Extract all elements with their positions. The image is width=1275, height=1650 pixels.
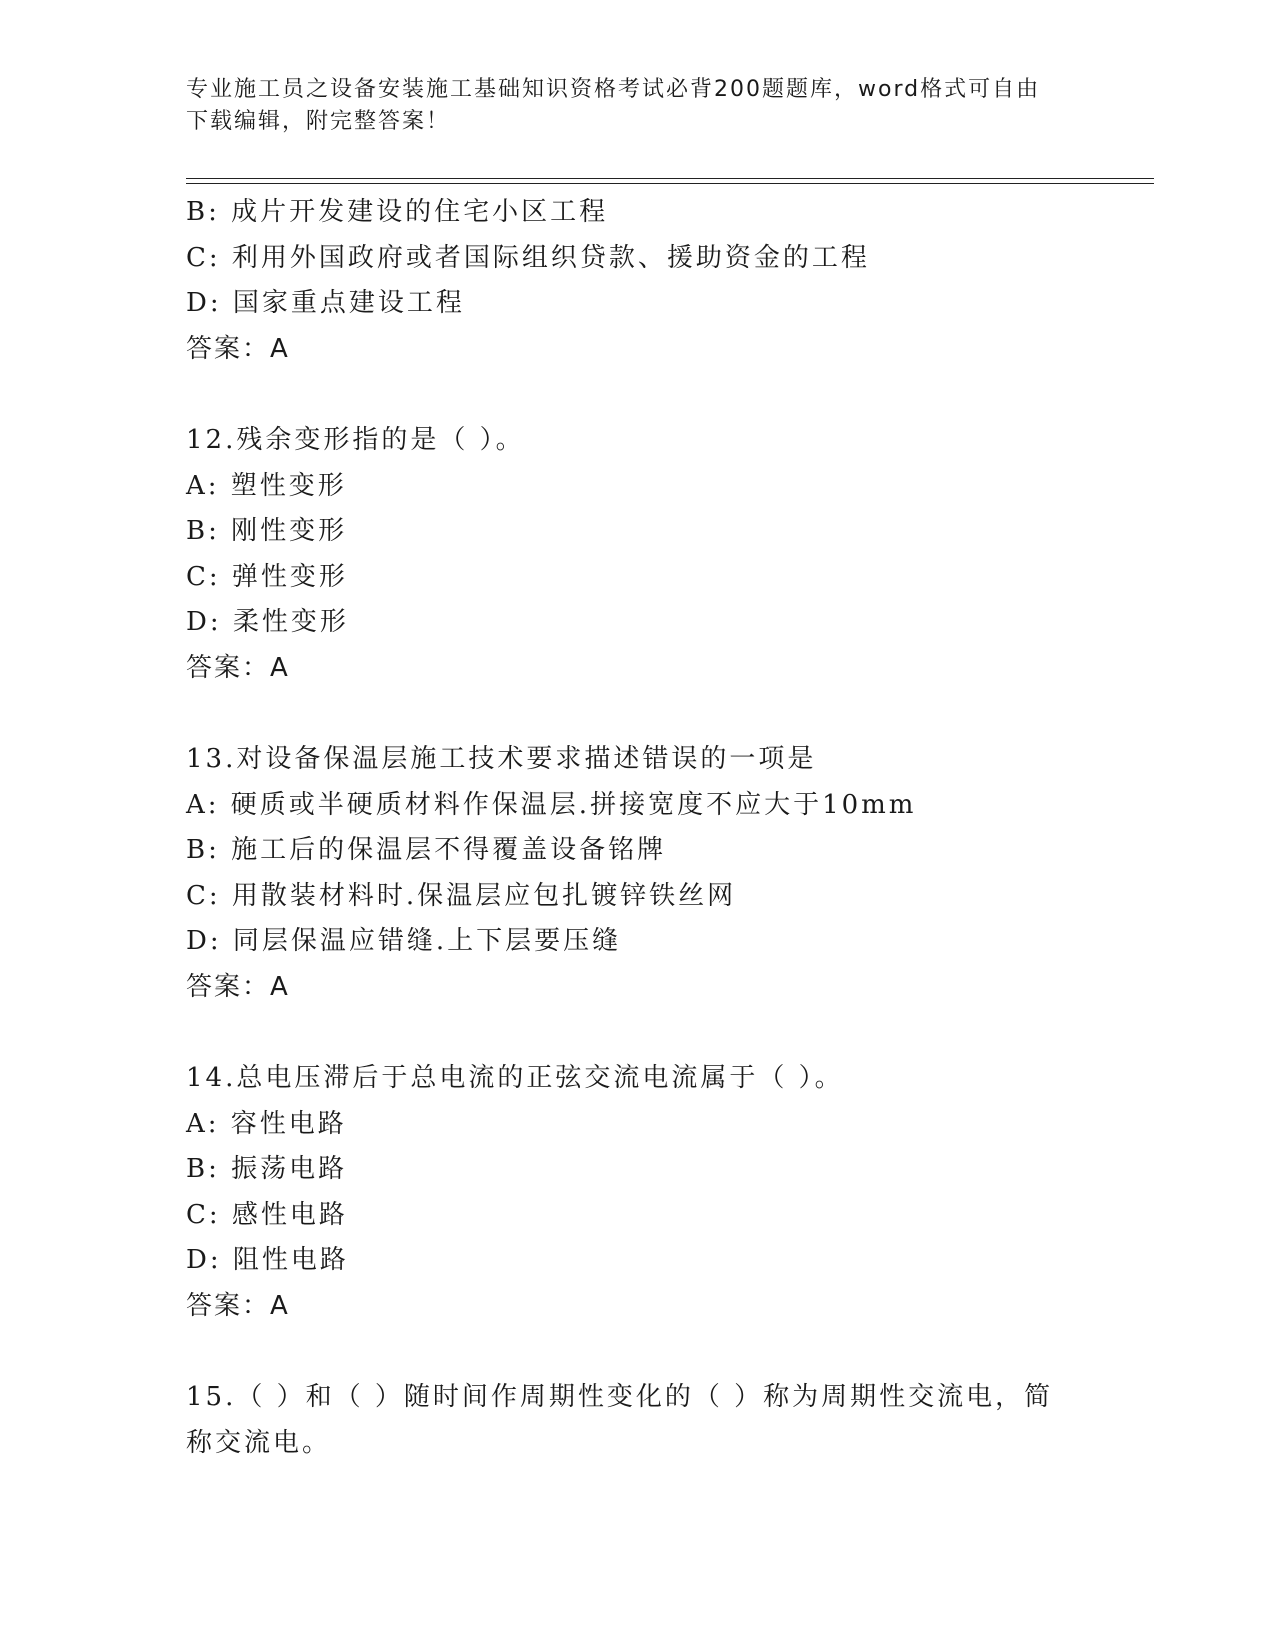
option-b: B: 成片开发建设的住宅小区工程: [186, 197, 609, 227]
answer-label: 答案：A: [186, 971, 290, 1002]
question-text-line-1: 15.（ ）和（ ）随时间作周期性变化的（ ）称为周期性交流电，简: [186, 1382, 1054, 1412]
header-rule-top: [186, 178, 1154, 179]
question-11-remainder: [186, 190, 1086, 372]
option-c: C: 弹性变形: [186, 561, 348, 592]
answer-label: 答案：A: [186, 333, 290, 364]
header-line-2: 下载编辑，附完整答案！: [186, 109, 451, 134]
option-b: B: 振荡电路: [186, 1154, 348, 1184]
spacer: [186, 1329, 1086, 1375]
option-d: D: 同层保温应错缝.上下层要压缝: [186, 926, 622, 956]
question-13: [186, 737, 1086, 1010]
option-a: A: 塑性变形: [186, 470, 347, 501]
option-c: C: 感性电路: [186, 1199, 348, 1230]
question-text: 14.总电压滞后于总电流的正弦交流电流属于（ ）。: [186, 1063, 844, 1093]
option-b: B: 施工后的保温层不得覆盖设备铭牌: [186, 835, 667, 865]
spacer: [186, 372, 1086, 418]
option-d: D: 国家重点建设工程: [186, 288, 465, 318]
document-header: [186, 74, 1066, 138]
option-c: C: 用散装材料时.保温层应包扎镀锌铁丝网: [186, 880, 737, 911]
question-list: [186, 190, 1086, 1466]
option-b: B: 刚性变形: [186, 516, 348, 546]
question-text: 12.残余变形指的是（ ）。: [186, 425, 525, 455]
spacer: [186, 1010, 1086, 1056]
header-line-1: 专业施工员之设备安装施工基础知识资格考试必背200题题库，word格式可自由: [186, 77, 1041, 102]
option-a: A: 硬质或半硬质材料作保温层.拼接宽度不应大于10mm: [186, 789, 917, 820]
option-d: D: 柔性变形: [186, 607, 349, 637]
spacer: [186, 691, 1086, 737]
option-d: D: 阻性电路: [186, 1245, 349, 1275]
option-a: A: 容性电路: [186, 1108, 347, 1139]
question-text: 13.对设备保温层施工技术要求描述错误的一项是: [186, 744, 817, 774]
question-text-line-2: 称交流电。: [186, 1427, 332, 1458]
answer-label: 答案：A: [186, 652, 290, 683]
header-rule-bottom: [186, 183, 1154, 184]
question-15: [186, 1375, 1086, 1466]
question-14: [186, 1056, 1086, 1329]
option-c: C: 利用外国政府或者国际组织贷款、援助资金的工程: [186, 242, 870, 273]
question-12: [186, 418, 1086, 691]
answer-label: 答案：A: [186, 1290, 290, 1321]
